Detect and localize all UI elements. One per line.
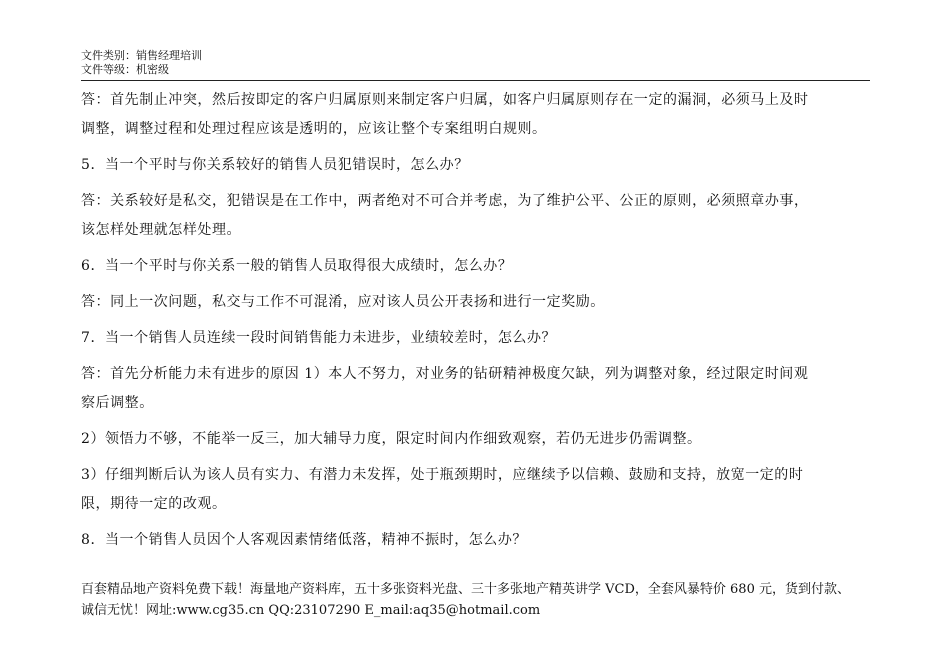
question-5: 5．当一个平时与你关系较好的销售人员犯错误时，怎么办？ — [81, 157, 469, 173]
question-7: 7．当一个销售人员连续一段时间销售能力未进步，业绩较差时，怎么办？ — [81, 330, 557, 346]
answer-paragraph-line: 答：首先制止冲突，然后按即定的客户归属原则来制定客户归属，如客户归属原则存在一定的漏洞，必须马上及时 — [81, 92, 809, 108]
document-body — [81, 86, 871, 555]
question-8: 8．当一个销售人员因个人客观因素情绪低落，精神不振时，怎么办？ — [81, 532, 527, 548]
answer-5-line: 答：关系较好是私交，犯错误是在工作中，两者绝对不可合并考虑，为了维护公平、公正的原则，必须照章办事， — [81, 193, 809, 209]
answer-7-line: 察后调整。 — [81, 395, 154, 411]
document-header — [81, 49, 871, 77]
footer-promo: 百套精品地产资料免费下载！海量地产资料库，五十多张资料光盘、三十多张地产精英讲学 VCD，全套风暴特价 680 元，货到付款、 — [81, 582, 850, 597]
header-divider — [81, 80, 870, 81]
file-level: 文件等级：机密级 — [81, 63, 169, 76]
answer-7-point-2: 2）领悟力不够，不能举一反三，加大辅导力度，限定时间内作细致观察，若仍无进步仍需调整。 — [81, 431, 702, 447]
question-6: 6．当一个平时与你关系一般的销售人员取得很大成绩时，怎么办？ — [81, 258, 513, 274]
file-category: 文件类别：销售经理培训 — [81, 49, 202, 62]
answer-6: 答：同上一次问题，私交与工作不可混淆，应对该人员公开表扬和进行一定奖励。 — [81, 294, 605, 310]
answer-7-point-3: 3）仔细判断后认为该人员有实力、有潜力未发挥，处于瓶颈期时，应继续予以信赖、鼓励和支持，放宽一定的时 — [81, 467, 804, 483]
answer-5-line: 该怎样处理就怎样处理。 — [81, 222, 242, 238]
answer-7-line: 答：首先分析能力未有进步的原因 1）本人不努力，对业务的钻研精神极度欠缺，列为调整对象，经过限定时间观 — [81, 366, 809, 382]
document-footer — [81, 579, 871, 621]
answer-7-point-3: 限，期待一定的改观。 — [81, 496, 227, 512]
answer-paragraph-line: 调整，调整过程和处理过程应该是透明的，应该让整个专案组明白规则。 — [81, 121, 547, 137]
footer-contact: 诚信无忧！网址:www.cg35.cn QQ:23107290 E_mail:aq35@hotmail.com — [81, 603, 541, 618]
